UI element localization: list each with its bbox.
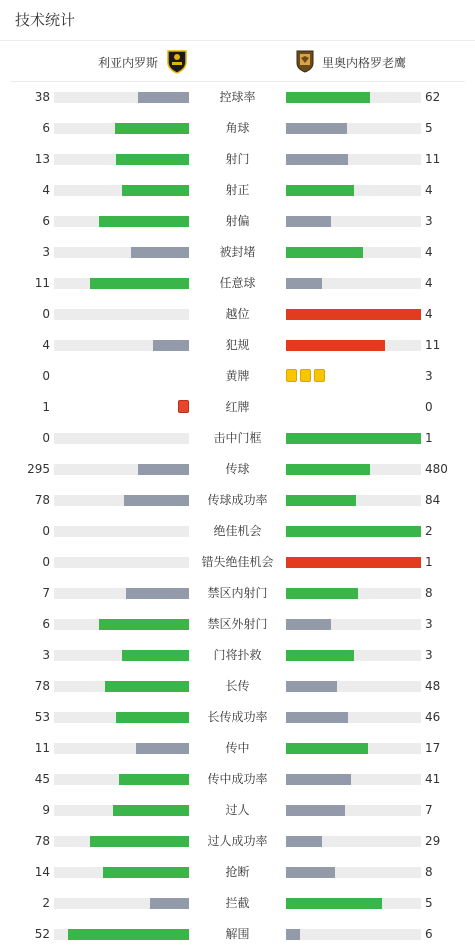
stat-row bbox=[0, 268, 475, 299]
away-value: 4 bbox=[425, 307, 433, 321]
away-team-name: 里奥内格罗老鹰 bbox=[322, 55, 407, 70]
stat-row bbox=[0, 702, 475, 733]
stat-label: 任意球 bbox=[219, 276, 256, 290]
home-bar-fill bbox=[99, 619, 189, 630]
stat-label: 拦截 bbox=[225, 896, 250, 910]
home-bar bbox=[54, 247, 189, 258]
home-bar bbox=[54, 743, 189, 754]
away-bar-fill bbox=[286, 185, 354, 196]
away-value: 7 bbox=[425, 803, 433, 817]
home-value: 6 bbox=[42, 121, 50, 135]
stat-row bbox=[0, 206, 475, 237]
home-bar-fill bbox=[138, 92, 189, 103]
home-bar-fill bbox=[122, 650, 190, 661]
stat-label: 传球成功率 bbox=[207, 493, 268, 507]
away-bar bbox=[286, 805, 421, 816]
stat-row bbox=[0, 919, 475, 950]
home-bar-fill bbox=[68, 929, 190, 940]
stat-row bbox=[0, 144, 475, 175]
stat-row bbox=[0, 299, 475, 330]
away-bar-fill bbox=[286, 278, 322, 289]
stat-label: 长传成功率 bbox=[207, 710, 268, 724]
away-bar bbox=[286, 526, 421, 537]
home-bar bbox=[54, 123, 189, 134]
home-bar bbox=[54, 216, 189, 227]
away-value: 4 bbox=[425, 245, 433, 259]
stat-row bbox=[0, 640, 475, 671]
home-bar-fill bbox=[136, 743, 189, 754]
home-bar bbox=[54, 278, 189, 289]
stat-label: 控球率 bbox=[219, 90, 256, 104]
home-bar-fill bbox=[90, 278, 189, 289]
home-bar bbox=[54, 650, 189, 661]
away-bar bbox=[286, 92, 421, 103]
away-value: 480 bbox=[425, 462, 448, 476]
away-bar bbox=[286, 154, 421, 165]
away-bar bbox=[286, 216, 421, 227]
stat-label: 击中门框 bbox=[213, 431, 262, 445]
yellow-card-icon bbox=[300, 369, 311, 382]
away-bar bbox=[286, 278, 421, 289]
away-bar bbox=[286, 712, 421, 723]
away-bar bbox=[286, 309, 421, 320]
page-title: 技术统计 bbox=[15, 11, 76, 29]
home-value: 3 bbox=[42, 245, 50, 259]
home-bar bbox=[54, 340, 189, 351]
away-value: 11 bbox=[425, 152, 441, 166]
away-bar bbox=[286, 743, 421, 754]
away-bar bbox=[286, 650, 421, 661]
stat-row bbox=[0, 826, 475, 857]
home-team[interactable] bbox=[98, 48, 190, 76]
away-bar-fill bbox=[286, 309, 421, 320]
stat-row bbox=[0, 485, 475, 516]
home-bar-fill bbox=[122, 185, 190, 196]
away-bar bbox=[286, 464, 421, 475]
home-value: 0 bbox=[42, 307, 50, 321]
home-bar bbox=[54, 836, 189, 847]
away-value: 29 bbox=[425, 834, 441, 848]
away-bar-fill bbox=[286, 650, 354, 661]
stat-label: 角球 bbox=[225, 121, 250, 135]
away-team[interactable] bbox=[292, 48, 406, 76]
teams-header bbox=[0, 48, 475, 76]
home-value: 4 bbox=[42, 338, 50, 352]
stat-row bbox=[0, 237, 475, 268]
home-bar-fill bbox=[103, 867, 189, 878]
stat-label: 传中 bbox=[225, 741, 250, 755]
home-bar bbox=[54, 681, 189, 692]
stat-label: 射偏 bbox=[225, 214, 250, 228]
away-bar-fill bbox=[286, 495, 356, 506]
stat-row bbox=[0, 423, 475, 454]
home-value: 295 bbox=[27, 462, 50, 476]
away-value: 1 bbox=[425, 555, 433, 569]
home-value: 53 bbox=[34, 710, 50, 724]
away-bar bbox=[286, 774, 421, 785]
home-value: 7 bbox=[42, 586, 50, 600]
away-bar-fill bbox=[286, 216, 331, 227]
stat-label: 被封堵 bbox=[219, 245, 256, 259]
home-bar-fill bbox=[131, 247, 189, 258]
stat-label: 犯规 bbox=[225, 338, 250, 352]
away-value: 3 bbox=[425, 617, 433, 631]
stat-row bbox=[0, 795, 475, 826]
away-bar-fill bbox=[286, 929, 300, 940]
away-bar bbox=[286, 929, 421, 940]
home-value: 0 bbox=[42, 431, 50, 445]
home-bar-fill bbox=[126, 588, 189, 599]
home-value: 45 bbox=[34, 772, 50, 786]
home-value: 11 bbox=[34, 741, 50, 755]
stat-row bbox=[0, 671, 475, 702]
stat-row bbox=[0, 764, 475, 795]
away-bar bbox=[286, 557, 421, 568]
home-bar bbox=[54, 185, 189, 196]
away-value: 3 bbox=[425, 214, 433, 228]
stat-label: 禁区外射门 bbox=[207, 617, 268, 631]
home-bar bbox=[54, 154, 189, 165]
home-bar-fill bbox=[116, 712, 189, 723]
away-bar bbox=[286, 123, 421, 134]
away-bar-fill bbox=[286, 247, 363, 258]
stat-row bbox=[0, 578, 475, 609]
away-bar bbox=[286, 681, 421, 692]
home-bar bbox=[54, 92, 189, 103]
away-bar bbox=[286, 898, 421, 909]
away-value: 17 bbox=[425, 741, 441, 755]
stat-row bbox=[0, 113, 475, 144]
away-bar-fill bbox=[286, 619, 331, 630]
away-bar-fill bbox=[286, 464, 370, 475]
stat-row bbox=[0, 733, 475, 764]
stat-row bbox=[0, 888, 475, 919]
stat-row bbox=[0, 330, 475, 361]
away-value: 62 bbox=[425, 90, 441, 104]
away-bar-fill bbox=[286, 712, 348, 723]
away-bar-fill bbox=[286, 774, 351, 785]
away-value: 1 bbox=[425, 431, 433, 445]
away-bar bbox=[286, 867, 421, 878]
home-value: 1 bbox=[42, 400, 50, 414]
stats-list bbox=[0, 82, 475, 950]
stat-label: 解围 bbox=[225, 927, 250, 941]
home-value: 2 bbox=[42, 896, 50, 910]
home-bar-fill bbox=[105, 681, 189, 692]
stat-label: 过人成功率 bbox=[207, 834, 268, 848]
away-value: 3 bbox=[425, 648, 433, 662]
away-bar bbox=[286, 247, 421, 258]
home-bar bbox=[54, 867, 189, 878]
stat-row bbox=[0, 175, 475, 206]
away-value: 0 bbox=[425, 400, 433, 414]
home-bar-fill bbox=[116, 154, 189, 165]
away-value: 84 bbox=[425, 493, 441, 507]
red-card-icon bbox=[178, 400, 189, 413]
stat-row bbox=[0, 857, 475, 888]
away-bar-fill bbox=[286, 340, 385, 351]
away-bar-fill bbox=[286, 867, 335, 878]
away-value: 8 bbox=[425, 865, 433, 879]
away-value: 8 bbox=[425, 586, 433, 600]
away-value: 4 bbox=[425, 183, 433, 197]
home-bar bbox=[54, 774, 189, 785]
stat-label: 射门 bbox=[225, 152, 250, 166]
home-value: 0 bbox=[42, 555, 50, 569]
home-bar-fill bbox=[90, 836, 189, 847]
stat-label: 传球 bbox=[225, 462, 250, 476]
away-bar bbox=[286, 588, 421, 599]
stat-row bbox=[0, 609, 475, 640]
home-bar bbox=[54, 557, 189, 568]
home-bar-fill bbox=[138, 464, 189, 475]
stat-label: 过人 bbox=[225, 803, 250, 817]
stat-label: 越位 bbox=[225, 307, 250, 321]
home-bar bbox=[54, 433, 189, 444]
home-value: 38 bbox=[34, 90, 50, 104]
away-value: 5 bbox=[425, 896, 433, 910]
away-bar-fill bbox=[286, 557, 421, 568]
away-team-crest-icon bbox=[292, 48, 318, 77]
stat-label: 抢断 bbox=[225, 865, 250, 879]
stat-row bbox=[0, 516, 475, 547]
away-bar bbox=[286, 433, 421, 444]
away-bar-fill bbox=[286, 898, 382, 909]
home-bar-fill bbox=[150, 898, 189, 909]
home-bar-fill bbox=[124, 495, 189, 506]
away-value: 2 bbox=[425, 524, 433, 538]
stat-row bbox=[0, 82, 475, 113]
home-team-name: 利亚内罗斯 bbox=[97, 55, 158, 70]
home-value: 9 bbox=[42, 803, 50, 817]
yellow-card-icon bbox=[314, 369, 325, 382]
home-value: 0 bbox=[42, 524, 50, 538]
home-bar bbox=[54, 712, 189, 723]
stat-label: 绝佳机会 bbox=[213, 524, 262, 538]
stat-label: 长传 bbox=[225, 679, 250, 693]
away-bar-fill bbox=[286, 743, 368, 754]
home-value: 14 bbox=[34, 865, 50, 879]
home-bar bbox=[54, 309, 189, 320]
home-value: 78 bbox=[34, 679, 50, 693]
home-cards bbox=[178, 400, 189, 413]
away-value: 11 bbox=[425, 338, 441, 352]
stat-row bbox=[0, 392, 475, 423]
home-value: 78 bbox=[34, 493, 50, 507]
home-value: 6 bbox=[42, 617, 50, 631]
home-bar-fill bbox=[119, 774, 189, 785]
away-value: 5 bbox=[425, 121, 433, 135]
home-bar bbox=[54, 929, 189, 940]
stat-row bbox=[0, 547, 475, 578]
home-bar-fill bbox=[153, 340, 189, 351]
stat-row bbox=[0, 361, 475, 392]
away-value: 4 bbox=[425, 276, 433, 290]
away-bar-fill bbox=[286, 433, 421, 444]
stat-label: 红牌 bbox=[225, 400, 250, 414]
away-bar bbox=[286, 185, 421, 196]
stat-label: 射正 bbox=[225, 183, 250, 197]
stat-label: 传中成功率 bbox=[207, 772, 268, 786]
away-bar-fill bbox=[286, 681, 337, 692]
home-bar bbox=[54, 619, 189, 630]
home-value: 78 bbox=[34, 834, 50, 848]
home-team-crest-icon bbox=[164, 48, 190, 77]
yellow-card-icon bbox=[286, 369, 297, 382]
away-bar-fill bbox=[286, 154, 348, 165]
home-bar-fill bbox=[99, 216, 189, 227]
header-divider bbox=[0, 40, 475, 41]
home-value: 6 bbox=[42, 214, 50, 228]
away-bar bbox=[286, 495, 421, 506]
away-value: 41 bbox=[425, 772, 441, 786]
home-bar bbox=[54, 898, 189, 909]
away-value: 6 bbox=[425, 927, 433, 941]
away-bar bbox=[286, 836, 421, 847]
stat-label: 门将扑救 bbox=[213, 648, 262, 662]
home-bar bbox=[54, 805, 189, 816]
home-value: 52 bbox=[34, 927, 50, 941]
away-bar bbox=[286, 340, 421, 351]
home-bar-fill bbox=[113, 805, 189, 816]
away-bar-fill bbox=[286, 123, 347, 134]
away-value: 46 bbox=[425, 710, 441, 724]
away-bar bbox=[286, 619, 421, 630]
stat-row bbox=[0, 454, 475, 485]
away-cards bbox=[286, 369, 325, 382]
away-value: 3 bbox=[425, 369, 433, 383]
away-bar-fill bbox=[286, 836, 322, 847]
home-value: 4 bbox=[42, 183, 50, 197]
away-bar-fill bbox=[286, 805, 345, 816]
home-value: 11 bbox=[34, 276, 50, 290]
away-value: 48 bbox=[425, 679, 441, 693]
away-bar-fill bbox=[286, 526, 421, 537]
home-bar bbox=[54, 495, 189, 506]
home-bar bbox=[54, 526, 189, 537]
stat-label: 禁区内射门 bbox=[207, 586, 268, 600]
home-bar bbox=[54, 588, 189, 599]
stat-label: 黄牌 bbox=[225, 369, 250, 383]
away-bar-fill bbox=[286, 588, 358, 599]
stat-label: 错失绝佳机会 bbox=[201, 555, 274, 569]
home-bar bbox=[54, 464, 189, 475]
home-value: 3 bbox=[42, 648, 50, 662]
home-value: 0 bbox=[42, 369, 50, 383]
away-bar-fill bbox=[286, 92, 370, 103]
home-bar-fill bbox=[115, 123, 189, 134]
home-value: 13 bbox=[34, 152, 50, 166]
